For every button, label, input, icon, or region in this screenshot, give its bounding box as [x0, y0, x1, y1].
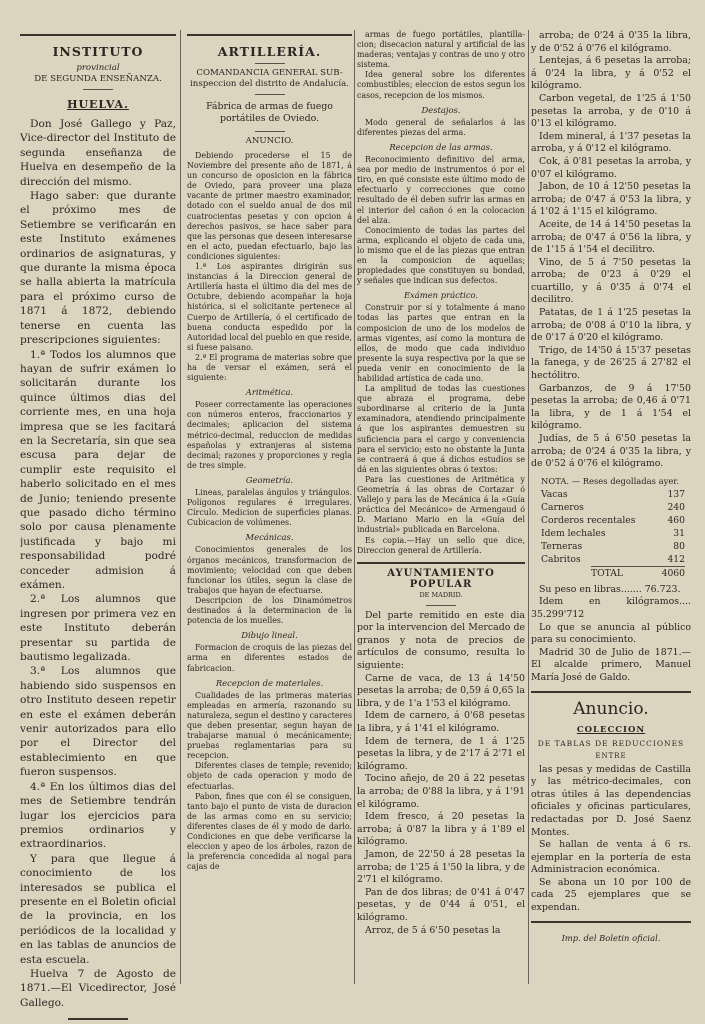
artilleria-continued [357, 30, 525, 556]
section-subtitle: DE MADRID. [419, 590, 463, 599]
paragraph: Carbon vegetal, de 1'25 á 1'50 pesetas la arroba, y de 0'10 á 0'13 el kilógramo. [531, 92, 691, 130]
entre-label: ENTRE [595, 751, 627, 760]
subheading: Aritmética. [245, 387, 294, 398]
total-value: 4060 [661, 567, 685, 579]
row-value: 240 [667, 501, 685, 513]
row-value: 80 [673, 540, 685, 552]
anuncio-body [531, 764, 691, 915]
paragraph: Pan de dos libras; de 0'41 á 0'47 pesetas, y de 0'44 á 0'51, el kilógramo. [357, 886, 525, 923]
paragraph: Garbanzos, de 9 á 17'50 pesetas la arroba; de 0,46 á 0'71 la libra, y de 1 á 1'54 el kilógramo. [531, 382, 691, 432]
paragraph: Idem fresco, á 20 pesetas la arroba; á 0'87 la libra y á 1'89 el kilógramo. [357, 811, 525, 848]
total-label: TOTAL [591, 567, 624, 579]
table-row [531, 553, 691, 566]
subheading: Geometría. [245, 474, 294, 485]
paragraph: Debiendo procederse el 15 de Noviembre del presente año de 1871, á un concurso de oposicion en la fábrica de Oviedo, para proveer una plaza vacante de primer maestro examinador, dotado con el sueldo anual de dos mil cuatrocientas pesetas y con opcion á derechos pasivos, se hace saber para que las personas que deseen interesarse en el acto, puedan efectuarlo, bajo las condiciones siguientes: [187, 151, 352, 261]
paragraph: Diferentes clases de temple; revenido; objeto de cada operacion y modo de efectuarlas. [187, 761, 352, 791]
paragraph: Del parte remitido en este dia por la intervencion del Mercado de granos y nota de precios de artículos de consumo, resulta lo siguiente: [357, 609, 525, 672]
paragraph: Idem de carnero, á 0'68 pesetas la libra, y á 1'41 el kilógramo. [357, 710, 525, 735]
section-subtitle: provincial [76, 63, 120, 73]
subheading: Exámen práctico. [403, 290, 479, 301]
paragraph: Carne de vaca, de 13 á 14'50 pesetas la arroba; de 0,59 á 0,65 la libra, y de 1'a 1'53 el kilógramo. [357, 672, 525, 709]
paragraph: Lentejas, á 6 pesetas la arroba; á 0'24 la libra, y á 0'52 el kilógramo. [531, 55, 691, 92]
fabrica-heading: Fábrica de armas de fuego portátiles de Oviedo. [206, 101, 333, 124]
rule [531, 921, 691, 923]
subheading: Destajos. [421, 104, 461, 115]
paragraph: Poseer correctamente las operaciones con números enteros, fraccionarios y decimales; aplicacion del sistema métrico-decimal, reduccion de medidas españolas y extranjeras al sistema decimal; razones y proporciones y regla de tres simple. [187, 400, 352, 470]
paragraph: Se hallan de venta á 6 rs. ejemplar en la portería de esta Administracion económica. [531, 839, 691, 876]
row-label: Idem lechales [541, 527, 606, 539]
paragraph: Don José Gallego y Paz, Vice-director del Instituto de segunda enseñanza de Huelva en desempeño de la dirección del mismo. [20, 118, 176, 188]
table-row [531, 527, 691, 540]
paragraph: Idea general sobre los diferentes combustibles; eleccion de estos segun los casos, recepcion de los mismos. [357, 70, 525, 100]
rule [357, 562, 525, 564]
row-value: 460 [667, 514, 685, 526]
row-label: Corderos recentales [541, 514, 636, 526]
coleccion-heading: COLECCION [576, 724, 646, 735]
paragraph: Su peso en libras....... 76.723. [539, 583, 681, 595]
rule [255, 63, 285, 64]
table-row [531, 488, 691, 501]
table-row [531, 540, 691, 553]
paragraph: Lo que se anuncia al público para su conocimiento. [531, 621, 691, 646]
subheading: Mecánicas. [245, 532, 294, 543]
paragraph: Reconocimiento definitivo del arma, sea por medio de instrumentos ó por el tiro, en qué consiste este último modo de efectuarlo y correcciones que como resultado de él deben sufrir las armas en el interior del cañon ó en la colocacion del alza. [357, 155, 525, 225]
anuncio-heading: Anuncio. [573, 698, 649, 719]
paragraph: las pesas y medidas de Castilla y las métrico-decimales, con otras útiles á las dependencias oficiales y oficinas particulares, redactadas por D. José Saenz Montes. [531, 763, 691, 838]
reses-table [531, 475, 691, 580]
artilleria-body [187, 151, 352, 872]
paragraph: 2.ª Los alumnos que ingresen por primera vez en este Instituto deberán presentar su partida de bautismo legalizada. [20, 593, 176, 664]
paragraph: Pabon, fines que con él se consiguen, tanto bajo el punto de vista de duracion de las armas como en su servicio; diferentes clases de él y modo de darlo. Condiciones en que debe verificarse la eleccion y apeo de los árboles, razon de la preferencia concedida al nogal para cajas de [187, 791, 352, 872]
paragraph: Modo general de señalarlos á las diferentes piezas del arma. [357, 117, 525, 137]
rule [83, 89, 113, 90]
section-title: ARTILLERÍA. [217, 44, 322, 59]
paragraph: Lineas, paralelas ángulos y triángulos. Polígonos regulares é irregulares. Círculo. Medicion de superficies planas. Cubicacion de volúmenes. [187, 488, 352, 528]
paragraph: armas de fuego portátiles, plantilla-cion; disecacion natural y artificial de las maderas; ventajas y contras de uno y otro sistema. [357, 30, 525, 70]
place-heading: HUELVA. [67, 98, 129, 111]
paragraph: Judías, de 5 á 6'50 pesetas la arroba; de 0'24 á 0'35 la libra, y de 0'52 á 0'76 el kilógramo. [531, 433, 691, 470]
paragraph: 1.ª Todos los alumnos que hayan de sufrir exámen lo solicitarán durante los quince últimos dias del corriente mes, en una hoja impresa que se les facitará en la Secretaría, sin que sea escusa para dejar de cumplir este requisito el haberlo solicitado en el mes de Junio; teniendo presente que pasado dicho término solo por causa plenamente justificada y bajo mi responsabilidad podré conceder admision á exámen. [20, 348, 176, 591]
paragraph: Jabon, de 10 á 12'50 pesetas la arroba; de 0'47 á 0'53 la libra, y á 1'02 á 1'15 el kilógramo. [531, 181, 691, 218]
paragraph: Es copia.—Hay un sello que dice, Direccion general de Artillería. [357, 535, 525, 555]
row-label: Cabritos [541, 553, 581, 565]
prices-body [531, 30, 691, 471]
paragraph: Vino, de 5 á 7'50 pesetas la arroba; de 0'23 á 0'29 el cuartillo, y á 0'35 á 0'74 el decilitro. [531, 256, 691, 306]
column-artilleria [187, 30, 352, 872]
section-title: INSTITUTO [52, 44, 144, 59]
paragraph: Huelva 7 de Agosto de 1871.—El Vicedirector, José Gallego. [20, 967, 176, 1009]
paragraph: 1.ª Los aspirantes dirigirán sus instancias á la Direccion general de Artillería hasta el último dia del mes de Octubre, debiendo acompañar la hoja histórica, si el solicitante pertenece al Cuerpo de Artillería, ó el certificado de buena conducta espedido por la Autoridad local del pueblo en que reside, si fuese paisano. [187, 262, 352, 352]
rule [187, 34, 352, 36]
total-row [591, 566, 685, 580]
paragraph: Para las cuestiones de Aritmética y Geometría á las obras de Cortazar ó Vallejo y para las de Mecánica á la «Guía práctica del Mecánico» de Armengaud ó D. Mariano Mario en la «Guía del industrial» publicada en Barcelona. [357, 474, 525, 535]
section-title: AYUNTAMIENTO POPULAR [387, 567, 495, 590]
table-row [531, 501, 691, 514]
paragraph: Descripcion de los Dinamómetros destinados á la determinacion de la potencia de los muelles. [187, 595, 352, 626]
paragraph: Idem de ternera, de 1 á 1'25 pesetas la libra, y de 2'17 á 2'71 el kilógramo. [357, 735, 525, 772]
paragraph: 4.ª En los últimos dias del mes de Setiembre tendrán lugar los ejercicios para premios ordinarios y extraordinarios. [20, 780, 176, 851]
column-divider [354, 30, 355, 984]
section-subtitle: DE SEGUNDA ENSEÑANZA. [34, 74, 162, 84]
summary-body [531, 584, 691, 685]
paragraph: Construir por sí y totalmente á mano todas las partes que entran en la composicion de uno de los modelos de armas vigentes, así como la montura de ellos, de modo que cada individuo presente la suya respectiva por la que se pueda venir en conocimiento de la habilidad artística de cada uno. [357, 303, 525, 383]
column-instituto [20, 30, 176, 1024]
anuncio-heading: ANUNCIO. [245, 136, 294, 146]
paragraph: Jamon, de 22'50 á 28 pesetas la arroba; de 1'25 á 1'50 la libra, y de 2'71 el kilógramo. [357, 848, 525, 886]
paragraph: Madrid 30 de Julio de 1871.— El alcalde primero, Manuel María José de Galdo. [531, 646, 691, 683]
paragraph: Cok, á 0'81 pesetas la arroba, y 0'07 el kilógramo. [531, 155, 691, 180]
paragraph: Conocimientos generales de los órganos mecánicos, transformacion de movimiento; velocidad con que deben funcionar los útiles, segun la clase de trabajos que hayan de efectuarse. [187, 545, 352, 595]
nota-label: NOTA. — Reses degolladas ayer. [541, 475, 680, 486]
printer-imprint: Imp. del Boletin oficial. [561, 932, 661, 943]
subheading: Recepcion de las armas. [389, 141, 493, 152]
paragraph: Trigo, de 14'50 á 15'37 pesetas la fanega, y de 26'25 á 27'82 el hectólitro. [531, 344, 691, 382]
column-divider [180, 30, 181, 984]
paragraph: Cualidades de las primeras materias empleadas en armería, razonando su naturaleza, segun el destino y caracteres que deben presentar, segun hayan de trabajarse manual ó mecánicamente; pruebas reglamentarias para su recepcion. [187, 690, 352, 761]
section-subtitle: COMANDANCIA GENERAL SUB-inspeccion del distrito de Andalucía. [190, 68, 349, 89]
notice-body [20, 117, 176, 1010]
paragraph: arroba; de 0'24 á 0'35 la libra, y de 0'52 á 0'76 el kilógramo. [531, 30, 691, 54]
subheading: Recepcion de materiales. [215, 677, 324, 688]
paragraph: Y para que llegue á conocimiento de los interesados se publica el presente en el Boletin oficial de la provincia, en los periódicos de la localidad y en las tablas de anuncios de esta escuela. [20, 852, 176, 966]
column-divider [528, 30, 529, 984]
rule [426, 605, 456, 606]
rule [20, 34, 176, 36]
ayuntamiento-body [357, 610, 525, 937]
rule [68, 1018, 128, 1020]
paragraph: Hago saber: que durante el próximo mes de Setiembre se verificarán en este Instituto exámenes ordinarios de asignaturas, y que durante la misma época se halla abierta la matrícula para el próximo curso de 1871 á 1872, debiendo tenerse en cuenta las prescripciones siguientes: [20, 190, 176, 347]
rule [255, 94, 285, 95]
paragraph: Patatas, de 1 á 1'25 pesetas la arroba; de 0'08 á 0'10 la libra, y de 0'17 á 0'20 el kilógramo. [531, 307, 691, 344]
paragraph: 3.ª Los alumnos que habiendo sido suspensos en otro Instituto deseen repetir en este el exámen deberán venir autorizados para ello por el Director del establecimiento en que fueron suspensos. [20, 665, 176, 779]
paragraph: Arroz, de 5 á 6'50 pesetas la [365, 924, 501, 936]
paragraph: La amplitud de todas las cuestiones que abraza el programa, debe subordinarse al criterio de la Junta examinadora, atendiendo principalmente á que los aspirantes demuestren su suficiencia para el cargo y conveniencia para el servicio; esto no obstante la Junta se contraerá á que á dichos estudios se dá en las siguientes obras ó textos: [357, 384, 525, 474]
row-label: Carneros [541, 501, 584, 513]
rule [255, 131, 285, 132]
paragraph: Aceite, de 14 á 14'50 pesetas la arroba; de 0'47 á 0'56 la libra, y de 1'15 á 1'54 el decilitro. [531, 218, 691, 256]
paragraph: Idem mineral, á 1'37 pesetas la arroba, y á 0'12 el kilógramo. [531, 130, 691, 155]
paragraph: Tocino añejo, de 20 á 22 pesetas la arroba; de 0'88 la libra, y á 1'91 el kilógramo. [357, 773, 525, 810]
paragraph: Formacion de croquis de las piezas del arma en diferentes estados de fabricacion. [187, 643, 352, 673]
column-prices-anuncio [531, 30, 691, 943]
tablas-heading: DE TABLAS DE REDUCCIONES [537, 738, 685, 748]
row-value: 31 [673, 527, 685, 539]
row-label: Terneras [541, 540, 583, 552]
paragraph: Idem en kilógramos.... 35.299'712 [531, 596, 691, 620]
paragraph: Se abona un 10 por 100 de cada 25 ejemplares que se expendan. [531, 876, 691, 914]
row-value: 137 [667, 488, 685, 500]
row-label: Vacas [541, 488, 568, 500]
subheading: Dibujo lineal. [241, 630, 298, 641]
paragraph: 2.ª El programa de materias sobre que ha de versar el exámen, será el siguiente: [187, 352, 352, 383]
table-row [531, 514, 691, 527]
rule [531, 691, 691, 693]
column-continuation [357, 30, 525, 937]
paragraph: Conocimiento de todas las partes del arma, explicando el objeto de cada una, lo mismo que el de las piezas que entran en la composicion de aquellas; propiedades que constituyen su bondad, y señales que indican sus defectos. [357, 225, 525, 286]
row-value: 412 [667, 553, 685, 565]
